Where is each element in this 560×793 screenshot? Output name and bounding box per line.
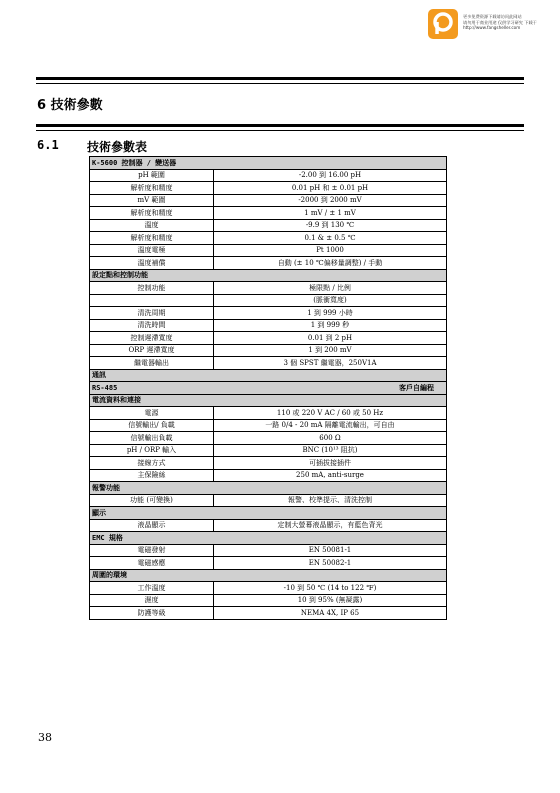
table-row xyxy=(90,207,447,220)
param-value-cell: 3 個 SPST 繼電器，250V1A xyxy=(214,357,447,370)
group-header xyxy=(90,507,447,520)
group-header-label: 周圍的環境 xyxy=(92,571,127,579)
param-name-cell: 濕度 xyxy=(90,594,214,607)
param-name-cell: 解析度和精度 xyxy=(90,232,214,245)
param-value-cell: 1 到 999 秒 xyxy=(214,319,447,332)
param-value-cell: 1 到 200 mV xyxy=(214,344,447,357)
table-row xyxy=(90,444,447,457)
site-watermark-text xyxy=(463,14,555,31)
watermark-line: http://www.fangsheller.com xyxy=(463,25,521,31)
group-header-row xyxy=(90,269,447,282)
group-header-label: 電流資料和連接 xyxy=(92,396,141,404)
table-row xyxy=(90,244,447,257)
param-name-cell: 接線方式 xyxy=(90,457,214,470)
group-header-row xyxy=(90,382,447,395)
table-row xyxy=(90,582,447,595)
header-rule-thin xyxy=(36,83,524,84)
param-name-cell: 電磁發射 xyxy=(90,544,214,557)
group-header-row xyxy=(90,394,447,407)
table-row xyxy=(90,607,447,620)
param-value-cell: -9.9 到 130 ℃ xyxy=(214,219,447,232)
param-name-cell: 溫度電極 xyxy=(90,244,214,257)
table-row xyxy=(90,219,447,232)
param-name-cell: 電源 xyxy=(90,407,214,420)
table-row xyxy=(90,169,447,182)
group-header xyxy=(90,369,447,382)
param-value-cell: 10 到 95% (無凝露) xyxy=(214,594,447,607)
table-row xyxy=(90,432,447,445)
param-value-cell: -2000 到 2000 mV xyxy=(214,194,447,207)
table-row xyxy=(90,182,447,195)
group-header xyxy=(90,532,447,545)
section-title: 技術參數表 xyxy=(87,140,148,154)
table-row xyxy=(90,357,447,370)
param-name-cell: ORP 遲滯寬度 xyxy=(90,344,214,357)
param-name-cell: mV 範圍 xyxy=(90,194,214,207)
param-name-cell: 溫度 xyxy=(90,219,214,232)
group-header-label: 設定點和控制功能 xyxy=(92,271,148,279)
param-value-cell: 定制大螢幕液晶顯示，有藍色背光 xyxy=(214,519,447,532)
param-value-cell: 自動 (± 10 ℃偏移量調整) / 手動 xyxy=(214,257,447,270)
group-header-label: 顯示 xyxy=(92,508,106,517)
param-value-cell: 可插拔接插件 xyxy=(214,457,447,470)
group-header-row xyxy=(90,157,447,170)
param-value-cell: 600 Ω xyxy=(214,432,447,445)
group-header xyxy=(90,382,447,395)
page-number: 38 xyxy=(38,731,52,744)
group-header-label: RS-485 xyxy=(92,383,118,392)
group-header-label: 報警功能 xyxy=(92,483,120,492)
param-name-cell: 解析度和精度 xyxy=(90,207,214,220)
param-value-cell: 極限點 / 比例 xyxy=(214,282,447,295)
watermark-line: 更多免费资源下载请访问此网站 xyxy=(463,14,522,19)
param-name-cell: 控制遲滯寬度 xyxy=(90,332,214,345)
param-value-cell: 一路 0/4 - 20 mA 隔離電流輸出，可自由 xyxy=(214,419,447,432)
param-name-cell: 防護等級 xyxy=(90,607,214,620)
param-name-cell: 功能 (可變換) xyxy=(90,494,214,507)
param-name-cell: pH 範圍 xyxy=(90,169,214,182)
group-header-row xyxy=(90,569,447,582)
table-row xyxy=(90,457,447,470)
table-row xyxy=(90,557,447,570)
group-header xyxy=(90,482,447,495)
section-rule-thin xyxy=(36,130,524,131)
param-name-cell: 液晶顯示 xyxy=(90,519,214,532)
group-header-row xyxy=(90,369,447,382)
table-row xyxy=(90,282,447,295)
table-row xyxy=(90,494,447,507)
param-value-cell: 報警、校準提示、清洗控制 xyxy=(214,494,447,507)
param-value-cell: BNC (10¹³ 阻抗) xyxy=(214,444,447,457)
group-header-label: EMC 規格 xyxy=(92,533,123,542)
param-name-cell: 主保險絲 xyxy=(90,469,214,482)
watermark-line: 请勿用于商业用途 仅供学习研究 下载于 xyxy=(463,19,537,25)
section-number: 6.1 xyxy=(37,138,59,152)
group-header xyxy=(90,157,447,170)
group-header-right-label: 客戶自編程 xyxy=(399,383,434,392)
param-value-cell: EN 50081-1 xyxy=(214,544,447,557)
group-header xyxy=(90,394,447,407)
param-value-cell: 0.01 到 2 pH xyxy=(214,332,447,345)
param-name-cell: 信號輸出/ 負載 xyxy=(90,419,214,432)
spec-table xyxy=(89,156,447,620)
param-name-cell: 溫度補償 xyxy=(90,257,214,270)
group-header xyxy=(90,569,447,582)
table-row xyxy=(90,469,447,482)
table-row xyxy=(90,344,447,357)
table-row xyxy=(90,257,447,270)
param-value-cell: 110 或 220 V AC / 60 或 50 Hz xyxy=(214,407,447,420)
chapter-title: 6 技術參數 xyxy=(37,98,103,113)
table-row xyxy=(90,319,447,332)
param-value-cell: 1 mV / ± 1 mV xyxy=(214,207,447,220)
param-value-cell: (脈衝寬度) xyxy=(214,294,447,307)
param-value-cell: -2.00 到 16.00 pH xyxy=(214,169,447,182)
param-value-cell: -10 到 50 ℃ (14 to 122 ℉) xyxy=(214,582,447,595)
param-name-cell: 清洗周期 xyxy=(90,307,214,320)
header-rule-thick xyxy=(36,77,524,80)
param-name-cell: 繼電器輸出 xyxy=(90,357,214,370)
section-rule-thick xyxy=(36,124,524,127)
param-value-cell: EN 50082-1 xyxy=(214,557,447,570)
param-name-cell: 控制功能 xyxy=(90,282,214,295)
table-row xyxy=(90,332,447,345)
param-value-cell: 1 到 999 小時 xyxy=(214,307,447,320)
group-header-row xyxy=(90,482,447,495)
group-header-label: 通訊 xyxy=(92,371,106,379)
table-row xyxy=(90,232,447,245)
group-header xyxy=(90,269,447,282)
group-header-row xyxy=(90,507,447,520)
table-row xyxy=(90,407,447,420)
param-value-cell: 250 mA, anti-surge xyxy=(214,469,447,482)
group-header-row xyxy=(90,532,447,545)
param-name-cell: 電磁感應 xyxy=(90,557,214,570)
param-value-cell: Pt 1000 xyxy=(214,244,447,257)
param-name-cell: 信號輸出負載 xyxy=(90,432,214,445)
table-row xyxy=(90,307,447,320)
p-logo-icon xyxy=(427,8,459,40)
param-name-cell: pH / ORP 輸入 xyxy=(90,444,214,457)
table-row xyxy=(90,419,447,432)
table-row xyxy=(90,519,447,532)
table-row xyxy=(90,544,447,557)
param-value-cell: 0.1 & ± 0.5 ℃ xyxy=(214,232,447,245)
group-header-label: K-5600 控制器 / 變送器 xyxy=(92,158,177,167)
table-row xyxy=(90,594,447,607)
param-value-cell: NEMA 4X, IP 65 xyxy=(214,607,447,620)
param-value-cell: 0.01 pH 和 ± 0.01 pH xyxy=(214,182,447,195)
param-name-cell: 解析度和精度 xyxy=(90,182,214,195)
table-row xyxy=(90,194,447,207)
param-name-cell xyxy=(90,294,214,307)
param-name-cell: 工作溫度 xyxy=(90,582,214,595)
table-row xyxy=(90,294,447,307)
param-name-cell: 清洗時間 xyxy=(90,319,214,332)
